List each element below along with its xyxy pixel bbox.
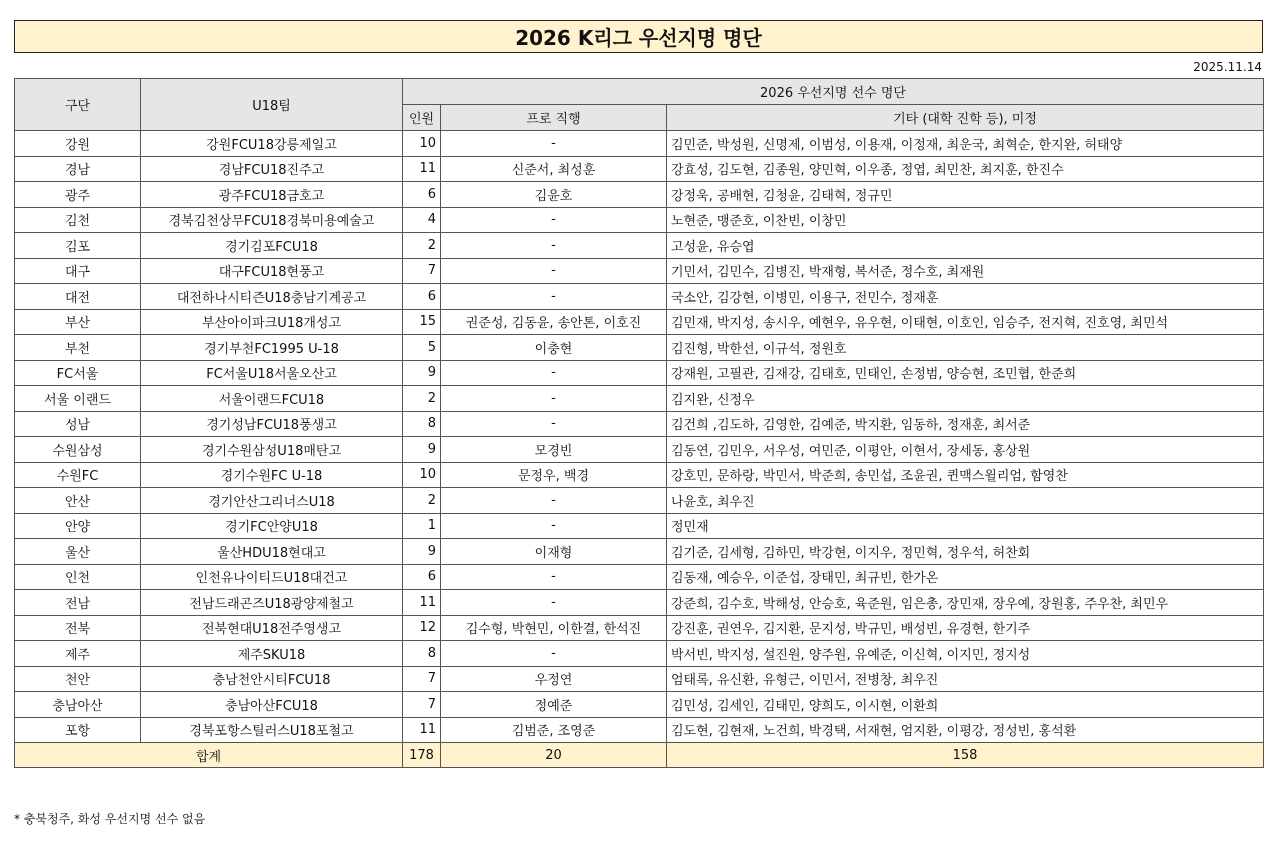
cell-u18-team: 전북현대U18전주영생고 <box>141 615 403 641</box>
cell-other: 김민준, 박성원, 신명제, 이범성, 이용재, 이정재, 최운국, 최혁순, 한지완, 허태양 <box>667 131 1264 157</box>
cell-u18-team: 부산아이파크U18개성고 <box>141 309 403 335</box>
table-row <box>15 258 1264 284</box>
header-group: 2026 우선지명 선수 명단 <box>403 79 1264 105</box>
cell-u18-team: 광주FCU18금호고 <box>141 182 403 208</box>
total-other: 158 <box>667 743 1264 768</box>
cell-other: 김민성, 김세인, 김태민, 양희도, 이시현, 이환희 <box>667 692 1264 718</box>
cell-count: 11 <box>403 590 441 616</box>
total-row <box>15 743 1264 768</box>
cell-club: 수원삼성 <box>15 437 141 463</box>
cell-u18-team: 경북포항스틸러스U18포철고 <box>141 717 403 743</box>
cell-u18-team: 강원FCU18강릉제일고 <box>141 131 403 157</box>
cell-club: 충남아산 <box>15 692 141 718</box>
cell-other: 엄태록, 유신환, 유형근, 이민서, 전병창, 최우진 <box>667 666 1264 692</box>
roster-body <box>15 131 1264 743</box>
cell-club: 포항 <box>15 717 141 743</box>
cell-club: 수원FC <box>15 462 141 488</box>
cell-club: 광주 <box>15 182 141 208</box>
header-pro: 프로 직행 <box>441 105 667 131</box>
cell-u18-team: 경기김포FCU18 <box>141 233 403 259</box>
cell-u18-team: FC서울U18서울오산고 <box>141 360 403 386</box>
table-row <box>15 156 1264 182</box>
table-row <box>15 539 1264 565</box>
table-row <box>15 462 1264 488</box>
cell-club: 제주 <box>15 641 141 667</box>
cell-count: 10 <box>403 462 441 488</box>
table-row <box>15 513 1264 539</box>
cell-club: 강원 <box>15 131 141 157</box>
cell-club: 대전 <box>15 284 141 310</box>
cell-u18-team: 경기FC안양U18 <box>141 513 403 539</box>
cell-pro: 우정연 <box>441 666 667 692</box>
table-row <box>15 411 1264 437</box>
cell-count: 4 <box>403 207 441 233</box>
cell-club: 안양 <box>15 513 141 539</box>
cell-pro: - <box>441 641 667 667</box>
table-row <box>15 182 1264 208</box>
cell-pro: 권준성, 김동윤, 송안톤, 이호진 <box>441 309 667 335</box>
cell-pro: - <box>441 564 667 590</box>
cell-count: 9 <box>403 437 441 463</box>
table-row <box>15 284 1264 310</box>
cell-club: 전북 <box>15 615 141 641</box>
cell-other: 김진형, 박한선, 이규석, 정원호 <box>667 335 1264 361</box>
cell-u18-team: 서울이랜드FCU18 <box>141 386 403 412</box>
table-row <box>15 335 1264 361</box>
cell-other: 김동재, 예승우, 이준섭, 장태민, 최규빈, 한가온 <box>667 564 1264 590</box>
table-row <box>15 564 1264 590</box>
cell-pro: - <box>441 233 667 259</box>
cell-pro: - <box>441 488 667 514</box>
cell-count: 9 <box>403 539 441 565</box>
cell-count: 6 <box>403 284 441 310</box>
cell-count: 7 <box>403 666 441 692</box>
cell-u18-team: 충남천안시티FCU18 <box>141 666 403 692</box>
cell-other: 나윤호, 최우진 <box>667 488 1264 514</box>
cell-pro: 김수형, 박현민, 이한결, 한석진 <box>441 615 667 641</box>
cell-pro: 모경빈 <box>441 437 667 463</box>
header-other: 기타 (대학 진학 등), 미정 <box>667 105 1264 131</box>
cell-count: 2 <box>403 386 441 412</box>
document-date: 2025.11.14 <box>1193 60 1262 74</box>
cell-club: 서울 이랜드 <box>15 386 141 412</box>
cell-pro: - <box>441 131 667 157</box>
cell-count: 6 <box>403 182 441 208</box>
cell-other: 김민재, 박지성, 송시우, 예현우, 유우현, 이태현, 이호인, 임승주, 전지혁, 진호영, 최민석 <box>667 309 1264 335</box>
table-row <box>15 233 1264 259</box>
cell-other: 강호민, 문하랑, 박민서, 박준희, 송민섭, 조윤권, 퀸맥스윌리엄, 함영찬 <box>667 462 1264 488</box>
total-count: 178 <box>403 743 441 768</box>
table-row <box>15 207 1264 233</box>
header-club: 구단 <box>15 79 141 131</box>
cell-club: 울산 <box>15 539 141 565</box>
cell-count: 9 <box>403 360 441 386</box>
cell-count: 2 <box>403 233 441 259</box>
cell-u18-team: 경남FCU18진주고 <box>141 156 403 182</box>
cell-u18-team: 경기부천FC1995 U-18 <box>141 335 403 361</box>
cell-club: 천안 <box>15 666 141 692</box>
header-u18: U18팀 <box>141 79 403 131</box>
total-label: 합계 <box>15 743 403 768</box>
cell-other: 노현준, 맹준호, 이찬빈, 이창민 <box>667 207 1264 233</box>
cell-u18-team: 경북김천상무FCU18경북미용예술고 <box>141 207 403 233</box>
cell-club: 대구 <box>15 258 141 284</box>
cell-count: 1 <box>403 513 441 539</box>
table-row <box>15 666 1264 692</box>
cell-u18-team: 제주SKU18 <box>141 641 403 667</box>
cell-other: 박서빈, 박지성, 설진원, 양주원, 유예준, 이신혁, 이지민, 정지성 <box>667 641 1264 667</box>
table-row <box>15 386 1264 412</box>
cell-other: 강효성, 김도현, 김종원, 양민혁, 이우종, 정엽, 최민찬, 최지훈, 한진수 <box>667 156 1264 182</box>
cell-u18-team: 인천유나이티드U18대건고 <box>141 564 403 590</box>
cell-count: 7 <box>403 258 441 284</box>
cell-count: 11 <box>403 156 441 182</box>
cell-count: 7 <box>403 692 441 718</box>
cell-club: 성남 <box>15 411 141 437</box>
cell-other: 강준희, 김수호, 박해성, 안승호, 육준원, 임은총, 장민재, 장우예, 장원홍, 주우찬, 최민우 <box>667 590 1264 616</box>
cell-count: 12 <box>403 615 441 641</box>
cell-pro: - <box>441 360 667 386</box>
cell-pro: 이재형 <box>441 539 667 565</box>
cell-count: 8 <box>403 641 441 667</box>
cell-other: 고성윤, 유승엽 <box>667 233 1264 259</box>
cell-pro: - <box>441 207 667 233</box>
cell-pro: - <box>441 513 667 539</box>
cell-other: 강진훈, 권연우, 김지환, 문지성, 박규민, 배성빈, 유경현, 한기주 <box>667 615 1264 641</box>
cell-count: 8 <box>403 411 441 437</box>
draft-roster-table <box>14 78 1264 768</box>
cell-pro: 정예준 <box>441 692 667 718</box>
cell-club: 김포 <box>15 233 141 259</box>
table-row <box>15 641 1264 667</box>
cell-count: 5 <box>403 335 441 361</box>
table-row <box>15 488 1264 514</box>
cell-u18-team: 전남드래곤즈U18광양제철고 <box>141 590 403 616</box>
cell-other: 김기준, 김세형, 김하민, 박강현, 이지우, 정민혁, 정우석, 허찬회 <box>667 539 1264 565</box>
table-row <box>15 590 1264 616</box>
cell-other: 강재원, 고필관, 김재강, 김태호, 민태인, 손정범, 양승현, 조민협, 한준희 <box>667 360 1264 386</box>
cell-u18-team: 경기안산그리너스U18 <box>141 488 403 514</box>
cell-club: 전남 <box>15 590 141 616</box>
cell-pro: 문정우, 백경 <box>441 462 667 488</box>
cell-u18-team: 경기수원FC U-18 <box>141 462 403 488</box>
cell-u18-team: 충남아산FCU18 <box>141 692 403 718</box>
cell-u18-team: 경기성남FCU18풍생고 <box>141 411 403 437</box>
cell-pro: - <box>441 284 667 310</box>
cell-pro: 김윤호 <box>441 182 667 208</box>
cell-pro: - <box>441 590 667 616</box>
cell-pro: 이충현 <box>441 335 667 361</box>
cell-other: 강정욱, 공배현, 김청윤, 김태혁, 정규민 <box>667 182 1264 208</box>
footnote: * 충북청주, 화성 우선지명 선수 없음 <box>14 812 206 826</box>
document-title: 2026 K리그 우선지명 명단 <box>14 20 1263 53</box>
header-count: 인원 <box>403 105 441 131</box>
cell-club: 안산 <box>15 488 141 514</box>
table-row <box>15 309 1264 335</box>
cell-u18-team: 대구FCU18현풍고 <box>141 258 403 284</box>
table-row <box>15 360 1264 386</box>
cell-other: 김건희 ,김도하, 김영한, 김예준, 박지환, 임동하, 정재훈, 최서준 <box>667 411 1264 437</box>
cell-club: 경남 <box>15 156 141 182</box>
cell-u18-team: 경기수원삼성U18매탄고 <box>141 437 403 463</box>
table-row <box>15 131 1264 157</box>
cell-club: 김천 <box>15 207 141 233</box>
total-pro: 20 <box>441 743 667 768</box>
cell-count: 6 <box>403 564 441 590</box>
cell-pro: - <box>441 258 667 284</box>
table-row <box>15 717 1264 743</box>
cell-count: 15 <box>403 309 441 335</box>
cell-count: 10 <box>403 131 441 157</box>
cell-u18-team: 울산HDU18현대고 <box>141 539 403 565</box>
table-row <box>15 615 1264 641</box>
cell-club: 부산 <box>15 309 141 335</box>
cell-club: 인천 <box>15 564 141 590</box>
cell-other: 김동연, 김민우, 서우성, 여민준, 이평안, 이현서, 장세동, 홍상원 <box>667 437 1264 463</box>
cell-other: 김도현, 김현재, 노건희, 박경택, 서재현, 엄지환, 이평강, 정성빈, 홍석환 <box>667 717 1264 743</box>
cell-other: 국소안, 김강현, 이병민, 이용구, 전민수, 정재훈 <box>667 284 1264 310</box>
cell-count: 2 <box>403 488 441 514</box>
cell-u18-team: 대전하나시티즌U18충남기계공고 <box>141 284 403 310</box>
cell-pro: - <box>441 411 667 437</box>
cell-pro: 신준서, 최성훈 <box>441 156 667 182</box>
cell-other: 김지완, 신정우 <box>667 386 1264 412</box>
cell-pro: 김범준, 조영준 <box>441 717 667 743</box>
cell-count: 11 <box>403 717 441 743</box>
cell-pro: - <box>441 386 667 412</box>
table-row <box>15 692 1264 718</box>
cell-other: 기민서, 김민수, 김병진, 박재형, 복서준, 정수호, 최재원 <box>667 258 1264 284</box>
cell-club: FC서울 <box>15 360 141 386</box>
table-row <box>15 437 1264 463</box>
cell-club: 부천 <box>15 335 141 361</box>
cell-other: 정민재 <box>667 513 1264 539</box>
